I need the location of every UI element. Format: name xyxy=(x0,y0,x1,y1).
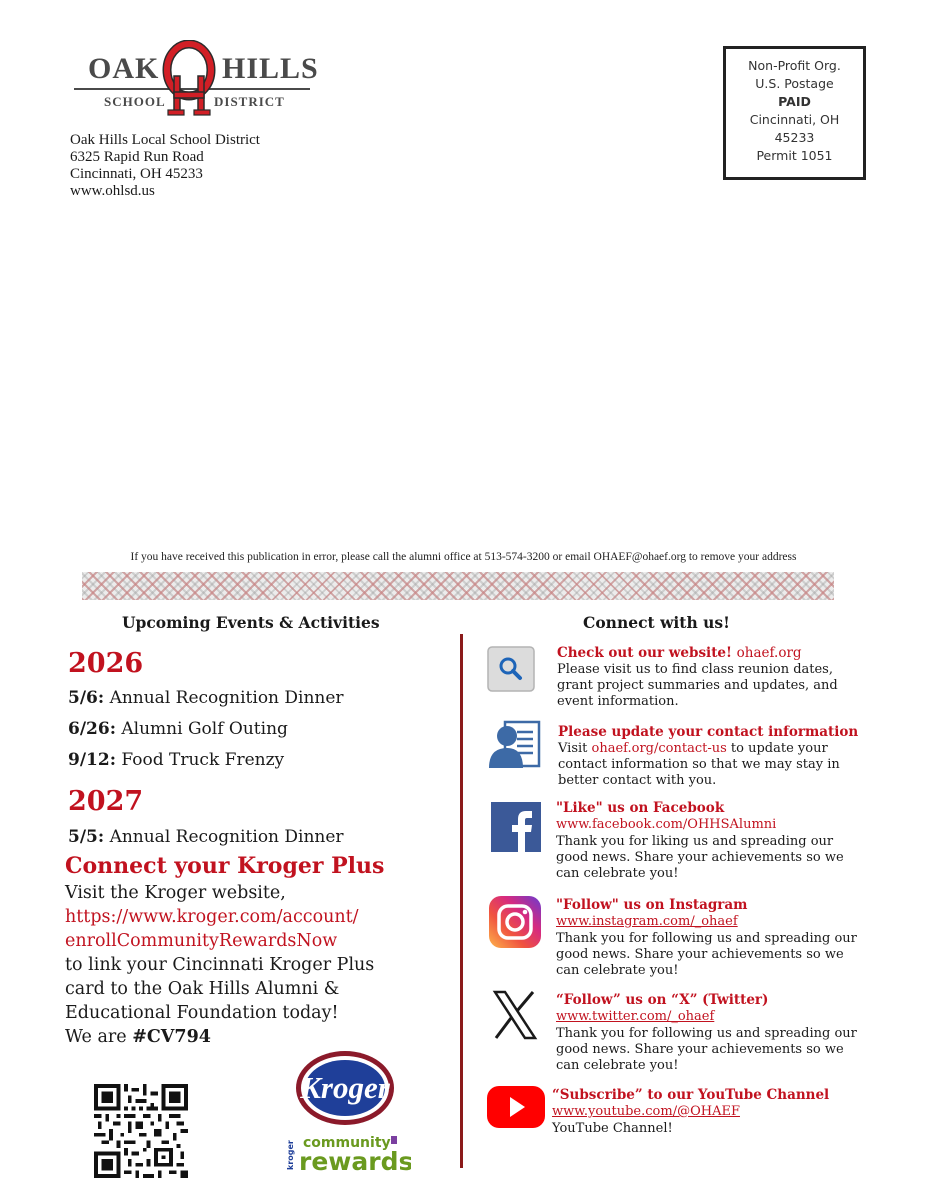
event-item xyxy=(68,719,288,739)
event-name: Alumni Golf Outing xyxy=(121,719,288,739)
postage-line: Cincinnati, OH xyxy=(749,112,840,127)
postage-permit: Permit 1051 xyxy=(756,148,833,163)
kroger-community-rewards-logo xyxy=(283,1050,411,1174)
contact-card-icon[interactable] xyxy=(487,720,541,770)
year-heading: 2026 xyxy=(68,648,144,679)
website-title: Check out our website! ohaef.org xyxy=(557,645,802,661)
event-name: Annual Recognition Dinner xyxy=(109,688,344,708)
error-notice: If you have received this publication in error, please call the alumni office at 513-574-3200 or email OHAEF@ohaef.org to remove your address xyxy=(130,551,797,563)
kroger-logo-icon xyxy=(283,1050,411,1174)
rewards-community-text: community xyxy=(303,1135,391,1151)
postage-line: U.S. Postage xyxy=(755,76,834,91)
facebook-body: Thank you for liking us and spreading our good news. Share your achievements so we can celebrate you! xyxy=(556,834,844,881)
kroger-instructions xyxy=(65,881,460,1049)
kroger-body-line: to link your Cincinnati Kroger Plus xyxy=(65,955,375,975)
rewards-text: rewards xyxy=(299,1147,411,1174)
facebook-title: "Like" us on Facebook xyxy=(556,800,725,816)
search-icon[interactable] xyxy=(487,646,535,692)
logo-word-oak: OAK xyxy=(88,52,160,85)
website-link[interactable]: ohaef.org xyxy=(736,645,802,661)
event-date: 9/12: xyxy=(68,750,116,770)
facebook-link[interactable]: www.facebook.com/OHHSAlumni xyxy=(556,817,777,832)
kroger-heading: Connect your Kroger Plus xyxy=(65,853,385,879)
youtube-icon[interactable] xyxy=(486,1085,546,1129)
event-date: 5/6: xyxy=(68,688,105,708)
kroger-code: #CV794 xyxy=(132,1027,211,1047)
event-date: 5/5: xyxy=(68,827,105,847)
plaid-divider-band xyxy=(82,572,834,600)
postage-line: 45233 xyxy=(774,130,815,145)
contact-link[interactable]: ohaef.org/contact-us xyxy=(591,741,727,756)
event-item xyxy=(68,688,344,708)
district-logo xyxy=(70,40,319,120)
events-heading: Upcoming Events & Activities xyxy=(122,613,380,632)
rewards-small-text: kroger xyxy=(286,1140,295,1170)
instagram-icon[interactable] xyxy=(489,896,541,948)
event-name: Food Truck Frenzy xyxy=(121,750,285,770)
kroger-body-line: card to the Oak Hills Alumni & xyxy=(65,979,340,999)
youtube-link[interactable]: www.youtube.com/@OHAEF xyxy=(552,1104,740,1119)
address-line: Cincinnati, OH 45233 xyxy=(70,166,203,182)
qr-code-icon[interactable] xyxy=(94,1084,188,1178)
kroger-code-line: We are #CV794 xyxy=(65,1027,211,1047)
logo-word-hills: HILLS xyxy=(222,52,319,85)
youtube-title: “Subscribe” to our YouTube Channel xyxy=(552,1087,830,1103)
event-date: 6/26: xyxy=(68,719,116,739)
postage-line: Non-Profit Org. xyxy=(748,58,841,73)
instagram-title: "Follow" us on Instagram xyxy=(556,897,748,913)
logo-word-school: SCHOOL xyxy=(104,94,166,109)
contact-title: Please update your contact information xyxy=(558,724,859,740)
return-address xyxy=(70,132,260,200)
youtube-body: YouTube Channel! xyxy=(552,1121,673,1136)
postage-paid: PAID xyxy=(778,94,811,109)
kroger-link[interactable]: https://www.kroger.com/account/ enrollCommunityRewardsNow xyxy=(65,907,359,951)
event-item xyxy=(68,750,284,770)
event-name: Annual Recognition Dinner xyxy=(109,827,344,847)
x-twitter-icon[interactable] xyxy=(491,990,539,1040)
facebook-icon[interactable] xyxy=(491,802,541,852)
oh-monogram-icon xyxy=(162,40,216,118)
instagram-body: Thank you for following us and spreading our good news. Share your achievements so we can celebrate you! xyxy=(556,931,857,978)
contact-body: Visit ohaef.org/contact-us to update your contact information so that we may stay in better contact with you. xyxy=(558,741,840,788)
kroger-intro: Visit the Kroger website, xyxy=(65,883,286,903)
postage-indicia xyxy=(723,46,866,180)
kroger-body-line: Educational Foundation today! xyxy=(65,1003,339,1023)
twitter-link[interactable]: www.twitter.com/_ohaef xyxy=(556,1009,715,1024)
instagram-link[interactable]: www.instagram.com/_ohaef xyxy=(556,914,738,929)
year-heading: 2027 xyxy=(68,786,144,817)
twitter-body: Thank you for following us and spreading our good news. Share your achievements so we can celebrate you! xyxy=(556,1026,857,1073)
connect-heading: Connect with us! xyxy=(583,613,730,632)
event-item xyxy=(68,827,344,847)
website-body: Please visit us to find class reunion dates, grant project summaries and updates, and event information. xyxy=(557,662,838,709)
address-line: www.ohlsd.us xyxy=(70,183,155,199)
twitter-title: “Follow” us on “X” (Twitter) xyxy=(556,992,769,1008)
column-divider xyxy=(460,634,463,1168)
address-line: Oak Hills Local School District xyxy=(70,132,260,148)
address-line: 6325 Rapid Run Road xyxy=(70,149,204,165)
logo-word-district: DISTRICT xyxy=(214,94,285,109)
kroger-logo-text: Kroger xyxy=(300,1070,390,1105)
